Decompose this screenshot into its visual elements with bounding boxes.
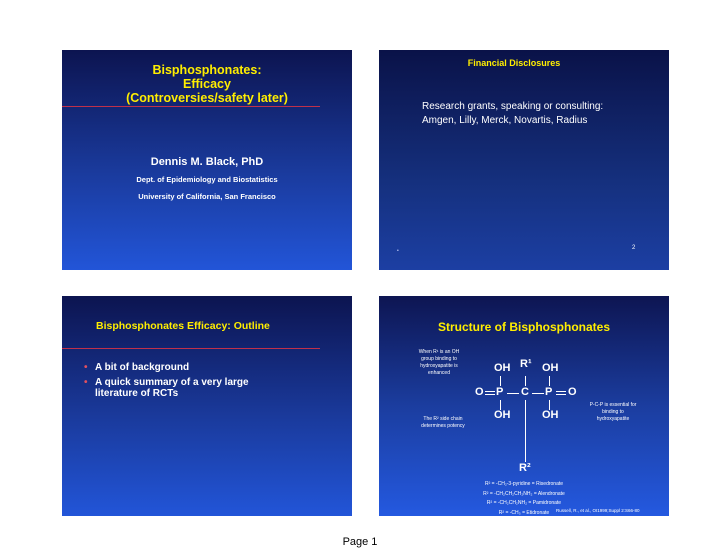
slide-disclosures xyxy=(379,50,669,270)
author-name: Dennis M. Black, PhD xyxy=(150,156,264,168)
atom-oh-top-right: OH xyxy=(542,362,559,374)
atom-r1: R¹ xyxy=(520,358,532,370)
disclosure-line2: Amgen, Lilly, Merck, Novartis, Radius xyxy=(422,115,588,126)
bond-double xyxy=(485,394,495,395)
note-r1-line2: group binding to xyxy=(421,356,457,362)
bond xyxy=(549,376,550,386)
slide-structure xyxy=(379,296,669,516)
note-r1-line4: enhanced xyxy=(428,370,450,376)
bullet-marker: • xyxy=(84,377,88,388)
slide1-title-line3: (Controversies/safety later) xyxy=(126,91,288,105)
slide4-title: Structure of Bisphosphonates xyxy=(437,320,610,334)
note-pcp-line3: hydroxyapatite xyxy=(596,416,630,422)
atom-c: C xyxy=(521,386,529,398)
bond-double xyxy=(556,394,566,395)
disclosure-text xyxy=(422,100,603,128)
slide-outline xyxy=(62,296,352,516)
author-dept: Dept. of Epidemiology and Biostatistics xyxy=(136,175,278,184)
slide1-title-line1: Bisphosphonates: xyxy=(152,63,262,77)
note-side-line2: determines potency xyxy=(421,423,465,429)
example-risedronate: R² = -CH₂-3-pyridine = Risedronate xyxy=(484,481,564,487)
outline-list xyxy=(84,362,314,399)
note-r1-line3: hydroxyapatite is xyxy=(420,363,458,369)
author-university: University of California, San Francisco xyxy=(138,192,276,201)
bond xyxy=(525,400,526,462)
example-pamidronate: R² = -CH₂CH₂NH₂ = Pamidronate xyxy=(486,500,562,506)
note-side-line1: The R² side chain xyxy=(423,416,463,422)
slide3-title: Bisphosphonates Efficacy: Outline xyxy=(96,320,270,332)
bond xyxy=(525,376,526,386)
bond xyxy=(532,393,544,394)
outline-item-1 xyxy=(84,362,314,373)
note-pcp xyxy=(579,402,647,423)
atom-r2: R² xyxy=(519,462,531,474)
page-number: 2 xyxy=(632,245,636,251)
bond-double xyxy=(556,391,566,392)
atom-o-right: O xyxy=(568,386,577,398)
atom-p-left: P xyxy=(496,386,504,398)
atom-oh-bottom-right: OH xyxy=(542,409,559,421)
title-divider xyxy=(62,348,320,349)
atom-oh-top-left: OH xyxy=(494,362,511,374)
example-etidronate: R² = -CH₃ = Etidronate xyxy=(498,509,550,516)
bond xyxy=(500,376,501,386)
bond-double xyxy=(485,391,495,392)
slide1-title xyxy=(62,63,352,105)
outline-item-text: A quick summary of a very large literature of RCTs xyxy=(95,377,249,399)
slide-title xyxy=(62,50,352,270)
outline-item-text: A bit of background xyxy=(95,362,190,373)
note-pcp-line1: P-C-P is essential for xyxy=(589,402,637,408)
page-footer-label: Page 1 xyxy=(342,536,378,548)
note-pcp-line2: binding to xyxy=(602,409,624,415)
corner-bullet: • xyxy=(397,248,399,254)
example-alendronate: R² = -CH₂CH₂CH₂NH₂ = Alendronate xyxy=(483,490,565,497)
disclosure-line1: Research grants, speaking or consulting: xyxy=(422,101,604,112)
slide2-title: Financial Disclosures xyxy=(467,58,561,68)
note-r1-line1: When R¹ is an OH xyxy=(418,349,460,355)
title-divider xyxy=(62,106,320,107)
atom-o-left: O xyxy=(475,386,484,398)
atom-oh-bottom-left: OH xyxy=(494,409,511,421)
note-r1 xyxy=(413,349,465,377)
bullet-marker: • xyxy=(84,362,88,373)
bond xyxy=(507,393,519,394)
note-side-chain xyxy=(413,416,473,430)
slide1-title-line2: Efficacy xyxy=(183,77,231,91)
atom-p-right: P xyxy=(545,386,553,398)
citation: Russell, R., et al., OI1999;Suppl 2:S66-80 xyxy=(556,508,640,513)
outline-item-2 xyxy=(84,377,314,399)
